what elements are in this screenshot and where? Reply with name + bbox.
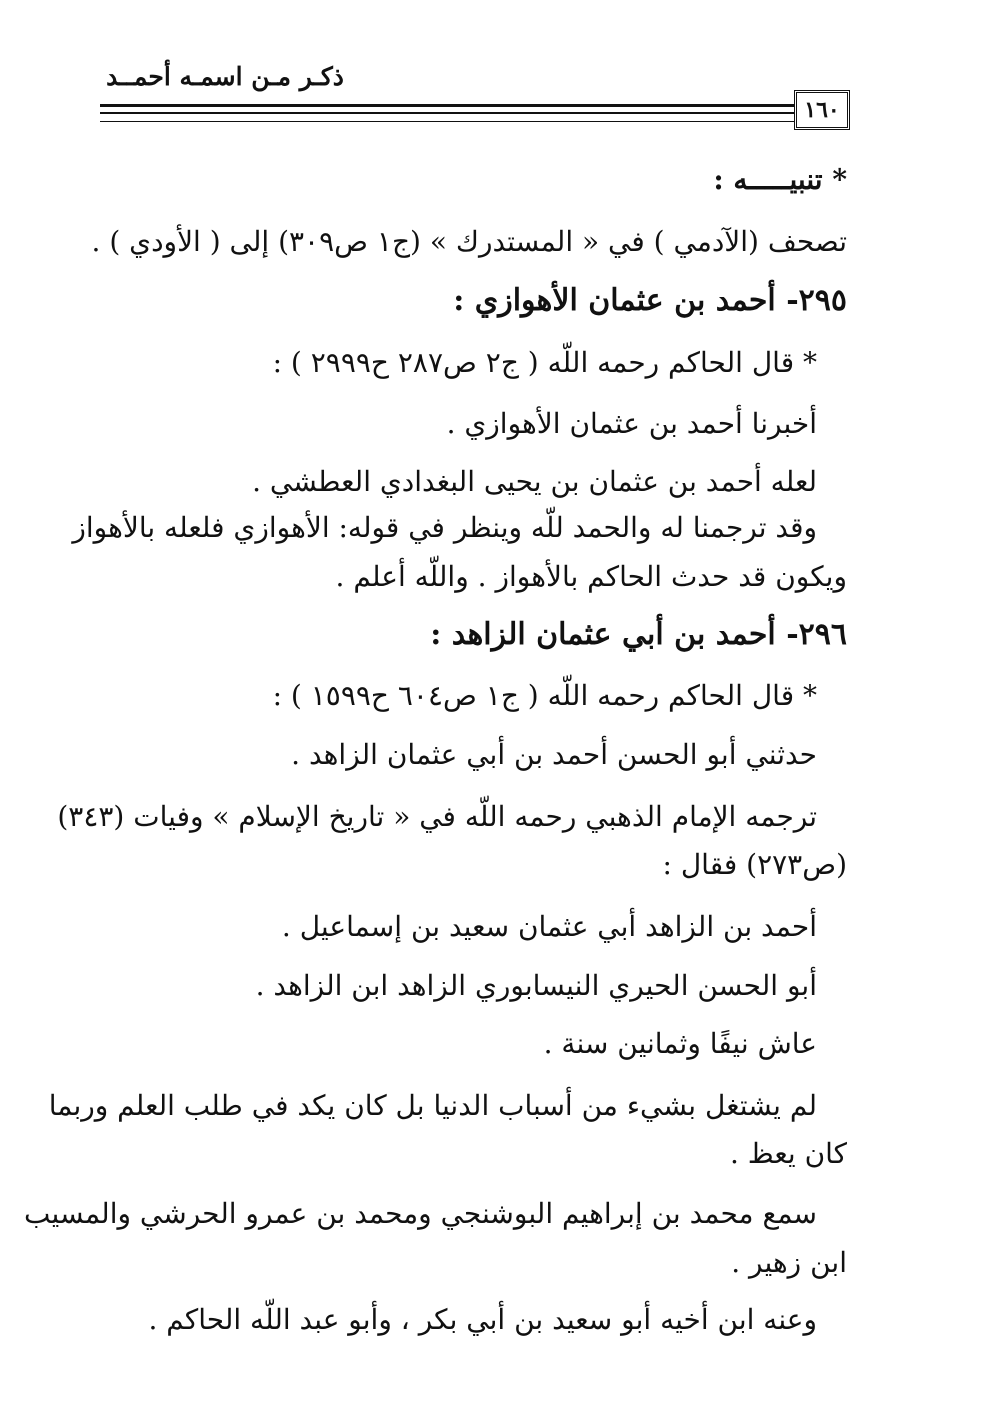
note-text: تصحف (الآدمي ) في « المستدرك » (ج١ ص٣٠٩) إلى ( الأودي ) .	[91, 225, 847, 258]
entry-296-heading: ٢٩٦- أحمد بن أبي عثمان الزاهد :	[430, 617, 847, 652]
entry-295-heading: ٢٩٥- أحمد بن عثمان الأهوازي :	[453, 283, 847, 318]
entry-296-line-1: ترجمه الإمام الذهبي رحمه اللّه في « تاريخ الإسلام » وفيات (٣٤٣)	[57, 800, 817, 833]
page-number: ١٦٠	[794, 90, 850, 130]
entry-295-line-2: وقد ترجمنا له والحمد للّه وينظر في قوله: الأهوازي فلعله بالأهواز	[72, 511, 817, 544]
entry-296-quote-3: عاش نيفًا وثمانين سنة .	[543, 1027, 817, 1060]
entry-295-quote: أخبرنا أحمد بن عثمان الأهوازي .	[446, 407, 817, 440]
header-rule-double	[100, 112, 794, 114]
entry-296-line-5: سمع محمد بن إبراهيم البوشنجي ومحمد بن عمرو الحرشي والمسيب	[24, 1197, 817, 1230]
note-label: * تنبيـــــه :	[713, 163, 847, 196]
running-title: ذكـر مـن اسمـه أحمــد	[106, 62, 344, 91]
entry-295-line-1: لعله أحمد بن عثمان بن يحيى البغدادي العطشي .	[252, 465, 817, 498]
entry-296-line-3: لم يشتغل بشيء من أسباب الدنيا بل كان يكد في طلب العلم وربما	[48, 1089, 817, 1122]
entry-296-quote-2: أبو الحسن الحيري النيسابوري الزاهد ابن الزاهد .	[255, 969, 817, 1002]
entry-296-line-4: كان يعظ .	[729, 1137, 847, 1170]
header-rule-thin	[100, 121, 794, 122]
entry-295-line-3: ويكون قد حدث الحاكم بالأهواز . واللّه أعلم .	[335, 560, 847, 593]
entry-296-line-2: (ص٢٧٣) فقال :	[662, 848, 847, 881]
header-rule-thick	[100, 104, 794, 107]
entry-296-citation: * قال الحاكم رحمه اللّه ( ج١ ص٦٠٤ ح١٥٩٩ ) :	[272, 679, 817, 712]
entry-295-citation: * قال الحاكم رحمه اللّه ( ج٢ ص٢٨٧ ح٢٩٩٩ ) :	[272, 346, 817, 379]
entry-296-line-7: وعنه ابن أخيه أبو سعيد بن أبي بكر ، وأبو عبد اللّه الحاكم .	[148, 1303, 817, 1336]
entry-296-quote-1: أحمد بن الزاهد أبي عثمان سعيد بن إسماعيل .	[281, 910, 817, 943]
entry-296-line-6: ابن زهير .	[731, 1246, 847, 1279]
entry-296-quote: حدثني أبو الحسن أحمد بن أبي عثمان الزاهد .	[291, 738, 817, 771]
